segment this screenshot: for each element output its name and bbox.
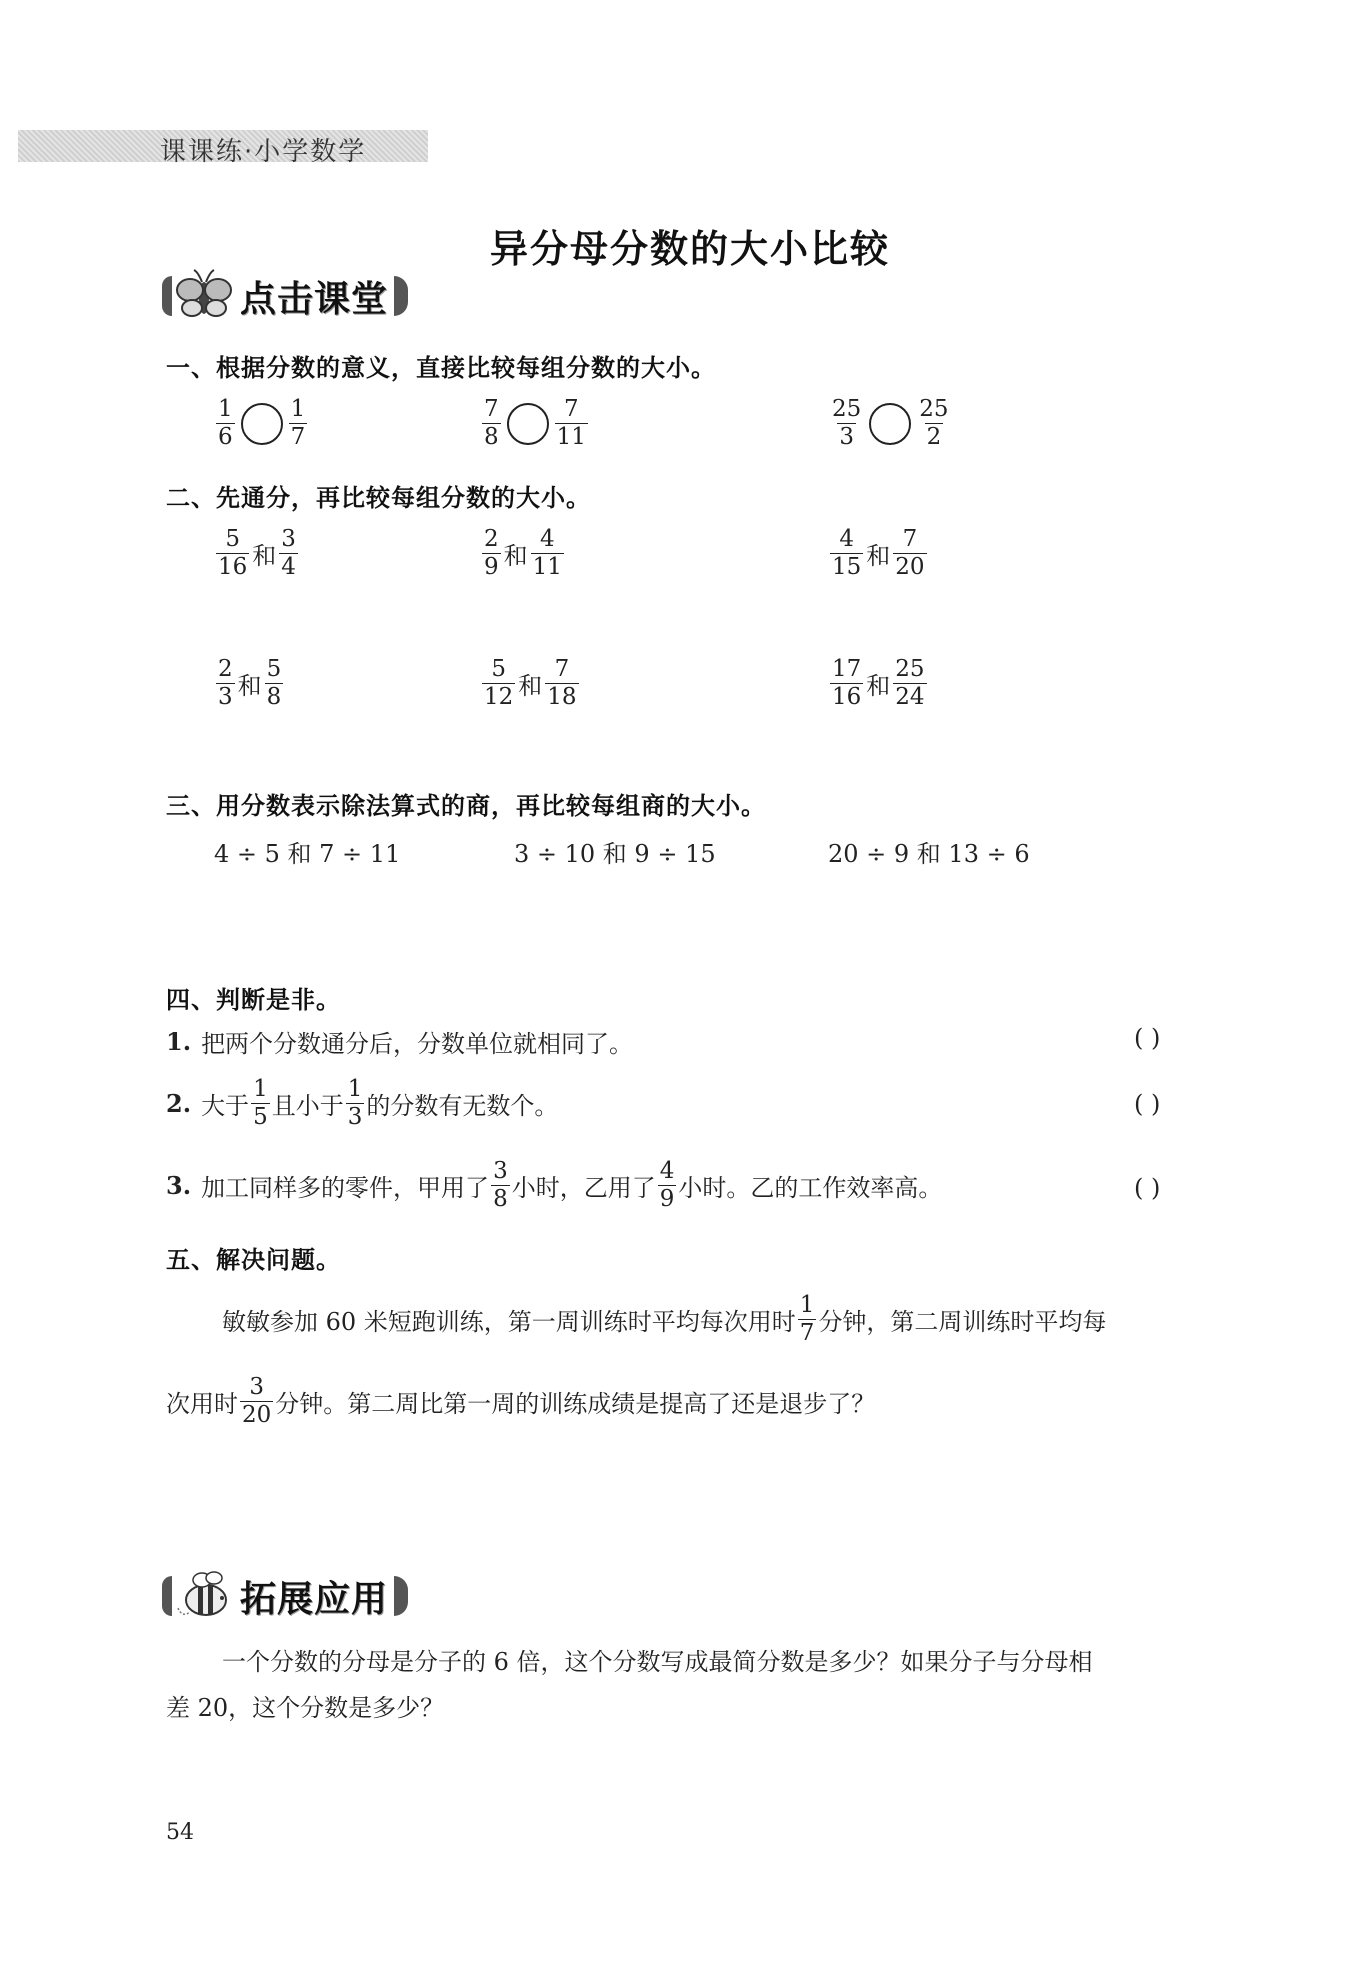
answer-paren[interactable]: ( ) bbox=[1134, 1024, 1161, 1052]
banner-left-cap bbox=[162, 1576, 172, 1616]
judge-item bbox=[166, 1024, 633, 1059]
fraction: $\frac{1}{5}$ bbox=[253, 1076, 268, 1130]
fraction: $\frac{5}{12}$ bbox=[484, 656, 514, 710]
fraction: $\frac{1}{3}$ bbox=[347, 1076, 363, 1130]
answer-paren[interactable]: ( ) bbox=[1134, 1174, 1161, 1202]
pair-item bbox=[828, 526, 929, 581]
fraction: $\frac{25}{24}$ bbox=[895, 656, 925, 710]
section1-heading: 一、根据分数的意义，直接比较每组分数的大小。 bbox=[166, 354, 716, 382]
bee-icon bbox=[172, 1568, 236, 1624]
fraction: $\frac{4}{11}$ bbox=[532, 526, 562, 580]
banner-right-cap bbox=[394, 276, 408, 316]
problem-line-2 bbox=[166, 1374, 875, 1429]
statement-part: 加工同样多的零件，甲用了 bbox=[201, 1174, 490, 1202]
banner-right-cap bbox=[394, 1576, 408, 1616]
division-item: 3 ÷ 10 和 9 ÷ 15 bbox=[514, 840, 716, 868]
problem-line-1 bbox=[222, 1292, 1106, 1347]
compare-item bbox=[828, 396, 953, 451]
banner-left-cap bbox=[162, 276, 172, 316]
banner-classroom-label: 点击课堂 bbox=[240, 278, 389, 320]
banner-extension-label: 拓展应用 bbox=[240, 1578, 389, 1620]
statement-part: 小时，乙用了 bbox=[511, 1174, 656, 1202]
fraction: $\frac{4}{15}$ bbox=[832, 526, 862, 580]
fraction: $\frac{7}{20}$ bbox=[895, 526, 925, 580]
judge-item bbox=[166, 1076, 558, 1131]
statement-part: 且小于 bbox=[271, 1092, 344, 1120]
pair-item bbox=[828, 656, 929, 711]
judge-item bbox=[166, 1158, 942, 1213]
header-label: 课课练·小学数学 bbox=[160, 137, 367, 167]
item-number: 3. bbox=[166, 1171, 192, 1200]
compare-circle-blank[interactable] bbox=[869, 403, 911, 445]
butterfly-icon bbox=[172, 268, 236, 324]
connector-he: 和 bbox=[237, 672, 262, 700]
section4-heading: 四、判断是非。 bbox=[166, 986, 341, 1014]
pair-item bbox=[480, 526, 566, 581]
compare-circle-blank[interactable] bbox=[241, 403, 283, 445]
fraction: $\frac{1}{7}$ bbox=[799, 1292, 815, 1346]
fraction: $\frac{5}{8}$ bbox=[266, 656, 282, 710]
section3-heading: 三、用分数表示除法算式的商，再比较每组商的大小。 bbox=[166, 792, 766, 820]
page-number: 54 bbox=[166, 1820, 194, 1845]
compare-circle-blank[interactable] bbox=[507, 403, 549, 445]
connector-he: 和 bbox=[252, 542, 277, 570]
compare-item bbox=[480, 396, 590, 451]
connector-he: 和 bbox=[503, 542, 528, 570]
problem-text: 分钟。第二周比第一周的训练成绩是提高了还是退步了？ bbox=[275, 1390, 876, 1418]
fraction: $\frac{7}{8}$ bbox=[484, 396, 499, 450]
extension-line-2: 差 20，这个分数是多少？ bbox=[166, 1694, 445, 1722]
fraction: $\frac{25}{3}$ bbox=[832, 396, 862, 450]
fraction: $\frac{7}{18}$ bbox=[547, 656, 577, 710]
problem-text: 敏敏参加 60 米短跑训练，第一周训练时平均每次用时 bbox=[222, 1308, 796, 1336]
fraction: $\frac{2}{3}$ bbox=[218, 656, 233, 710]
fraction: $\frac{3}{4}$ bbox=[281, 526, 296, 580]
fraction: $\frac{7}{11}$ bbox=[556, 396, 586, 450]
fraction: $\frac{4}{9}$ bbox=[659, 1158, 675, 1212]
statement-part: 大于 bbox=[201, 1092, 250, 1120]
statement-part: 的分数有无数个。 bbox=[366, 1092, 559, 1120]
banner-classroom bbox=[162, 270, 408, 322]
fraction: $\frac{1}{6}$ bbox=[218, 396, 233, 450]
fraction: $\frac{1}{7}$ bbox=[290, 396, 306, 450]
division-item: 20 ÷ 9 和 13 ÷ 6 bbox=[828, 840, 1030, 868]
fraction: $\frac{3}{8}$ bbox=[493, 1158, 508, 1212]
fraction: $\frac{2}{9}$ bbox=[484, 526, 499, 580]
extension-line-1: 一个分数的分母是分子的 6 倍，这个分数写成最简分数是多少？如果分子与分母相 bbox=[222, 1648, 1093, 1676]
division-item: 4 ÷ 5 和 7 ÷ 11 bbox=[214, 840, 401, 868]
connector-he: 和 bbox=[866, 542, 891, 570]
answer-paren[interactable]: ( ) bbox=[1134, 1090, 1161, 1118]
section5-heading: 五、解决问题。 bbox=[166, 1246, 341, 1274]
page-title: 异分母分数的大小比较 bbox=[489, 227, 890, 271]
pair-item bbox=[214, 656, 285, 711]
fraction: $\frac{17}{16}$ bbox=[832, 656, 862, 710]
pair-item bbox=[480, 656, 581, 711]
problem-text: 次用时 bbox=[166, 1390, 238, 1418]
fraction: $\frac{25}{2}$ bbox=[919, 396, 949, 450]
fraction: $\frac{5}{16}$ bbox=[218, 526, 248, 580]
connector-he: 和 bbox=[866, 672, 891, 700]
connector-he: 和 bbox=[518, 672, 543, 700]
statement-part: 小时。乙的工作效率高。 bbox=[678, 1174, 943, 1202]
item-number: 2. bbox=[166, 1089, 192, 1118]
banner-extension bbox=[162, 1570, 408, 1622]
section2-heading: 二、先通分，再比较每组分数的大小。 bbox=[166, 484, 591, 512]
fraction: $\frac{3}{20}$ bbox=[242, 1374, 272, 1428]
statement: 把两个分数通分后，分数单位就相同了。 bbox=[201, 1030, 634, 1058]
item-number: 1. bbox=[166, 1027, 192, 1056]
problem-text: 分钟，第二周训练时平均每 bbox=[818, 1308, 1107, 1336]
compare-item bbox=[214, 396, 309, 451]
pair-item bbox=[214, 526, 300, 581]
